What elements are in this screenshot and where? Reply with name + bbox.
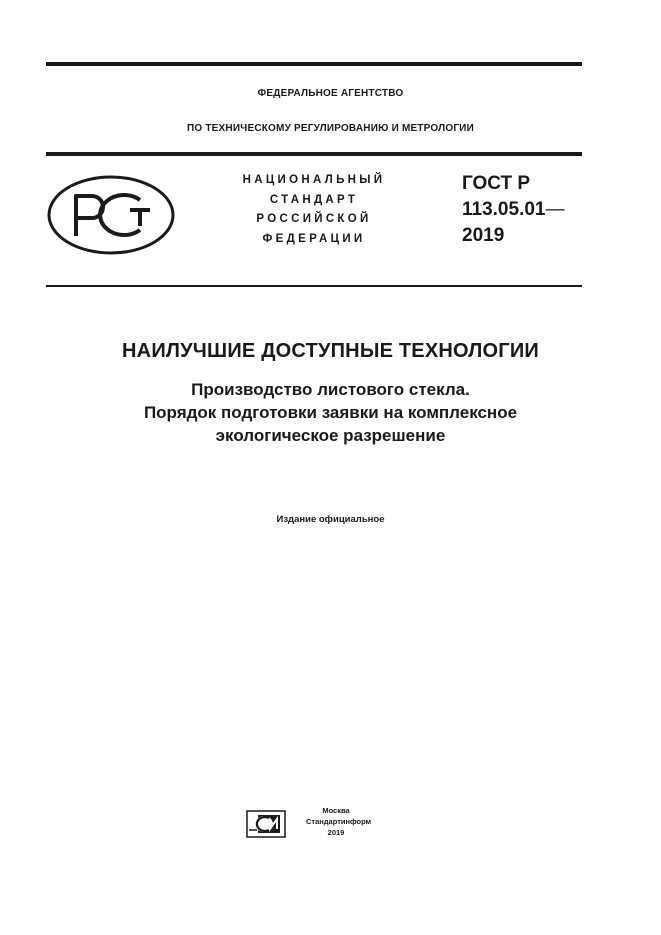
top-rule	[46, 62, 582, 66]
gost-number: 113.05.01	[462, 199, 546, 220]
subtitle-line-3: экологическое разрешение	[215, 426, 446, 445]
agency-line-2: ПО ТЕХНИЧЕСКОМУ РЕГУЛИРОВАНИЮ И МЕТРОЛОГИИ	[187, 123, 474, 134]
standard-type-line-2: СТАНДАРТ	[269, 193, 359, 206]
standard-type	[214, 171, 414, 249]
subtitle-line-2: Порядок подготовки заявки на комплексное	[143, 403, 518, 422]
gost-dash: —	[545, 199, 565, 220]
gost-year: 2019	[462, 225, 505, 246]
publisher-city: Москва	[322, 806, 350, 815]
title-rule	[46, 285, 582, 287]
agency-line-1: ФЕДЕРАЛЬНОЕ АГЕНТСТВО	[257, 88, 404, 99]
subtitle-line-1: Производство листового стекла.	[191, 380, 470, 399]
header-rule	[46, 152, 582, 156]
publisher-year: 2019	[327, 828, 345, 837]
publisher-info	[306, 805, 372, 838]
gost-designation	[462, 171, 564, 249]
edition-label: Издание официальное	[276, 514, 385, 525]
standard-type-line-1: НАЦИОНАЛЬНЫЙ	[242, 174, 386, 186]
standartinform-logo-icon	[246, 810, 286, 838]
gost-number-line	[462, 197, 564, 223]
standard-type-line-3: РОССИЙСКОЙ	[256, 213, 372, 225]
gost-prefix: ГОСТ Р	[462, 173, 531, 194]
standard-type-line-4: ФЕДЕРАЦИИ	[262, 232, 366, 245]
publisher-name: Стандартинформ	[306, 817, 372, 826]
rst-logo-icon	[46, 174, 176, 256]
document-title: НАИЛУЧШИЕ ДОСТУПНЫЕ ТЕХНОЛОГИИ	[122, 340, 539, 362]
